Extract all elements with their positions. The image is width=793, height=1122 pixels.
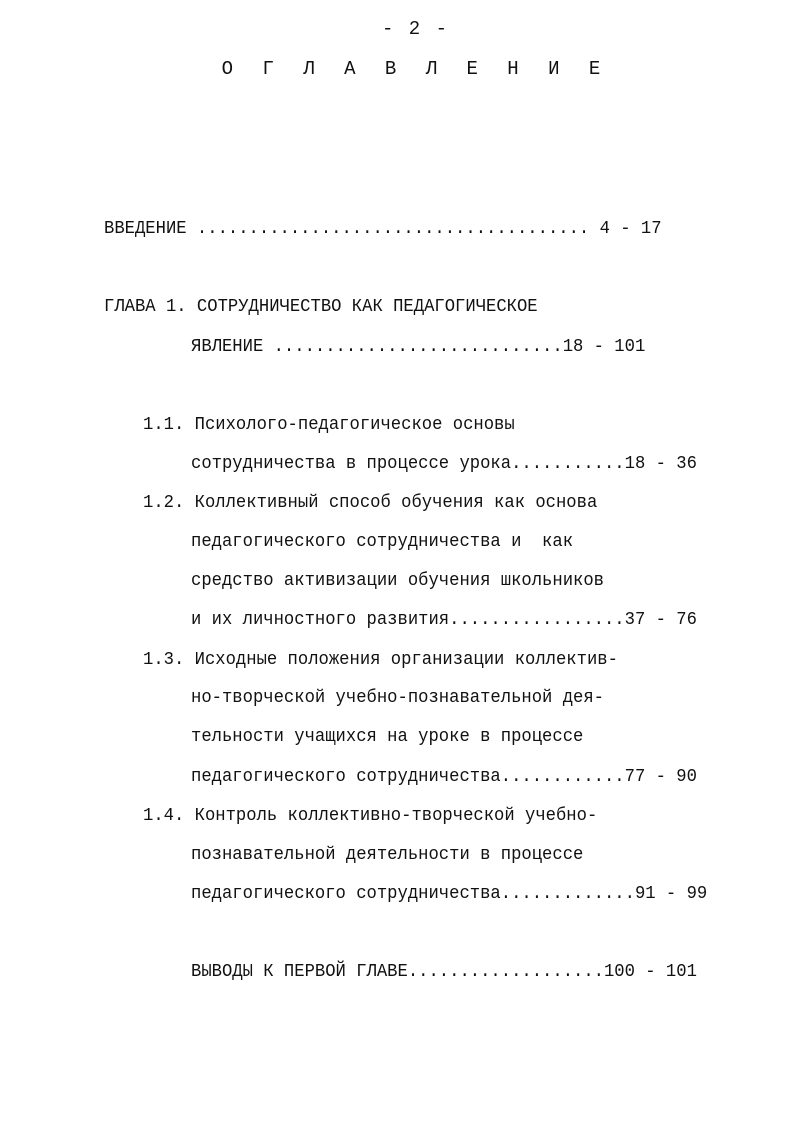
toc-entry-introduction: ВВЕДЕНИЕ ...................................... 4 - 17 [104,218,662,239]
toc-entry-section-1-1-cont: сотрудничества в процессе урока...........18 - 36 [191,453,697,474]
table-of-contents-title: О Г Л А В Л Е Н И Е [221,58,610,80]
toc-entry-section-1-4: 1.4. Контроль коллективно-творческой учебно- [143,805,598,826]
toc-entry-section-1-3-cont-2: тельности учащихся на уроке в процессе [191,726,584,747]
toc-entry-section-1-2-cont-3: и их личностного развития.................37 - 76 [191,609,697,630]
toc-entry-section-1-1: 1.1. Психолого-педагогическое основы [143,414,515,435]
toc-entry-section-1-4-cont-2: педагогического сотрудничества.............91 - 99 [191,883,708,904]
toc-entry-section-1-2: 1.2. Коллективный способ обучения как основа [143,492,598,513]
toc-entry-chapter-1-conclusions: ВЫВОДЫ К ПЕРВОЙ ГЛАВЕ...................100 - 101 [191,961,697,982]
toc-entry-section-1-2-cont-1: педагогического сотрудничества и как [191,531,574,552]
toc-entry-section-1-3-cont-3: педагогического сотрудничества............77 - 90 [191,766,697,787]
toc-entry-chapter-1-title: ГЛАВА 1. СОТРУДНИЧЕСТВО КАК ПЕДАГОГИЧЕСКОЕ [104,296,538,317]
toc-entry-section-1-4-cont-1: познавательной деятельности в процессе [191,844,584,865]
toc-entry-section-1-3: 1.3. Исходные положения организации коллектив- [143,649,618,670]
toc-entry-chapter-1-title-cont: ЯВЛЕНИЕ ............................18 - 101 [191,336,646,357]
page-number: - 2 - [381,18,449,40]
toc-entry-section-1-2-cont-2: средство активизации обучения школьников [191,570,604,591]
toc-entry-section-1-3-cont-1: но-творческой учебно-познавательной дея- [191,687,604,708]
